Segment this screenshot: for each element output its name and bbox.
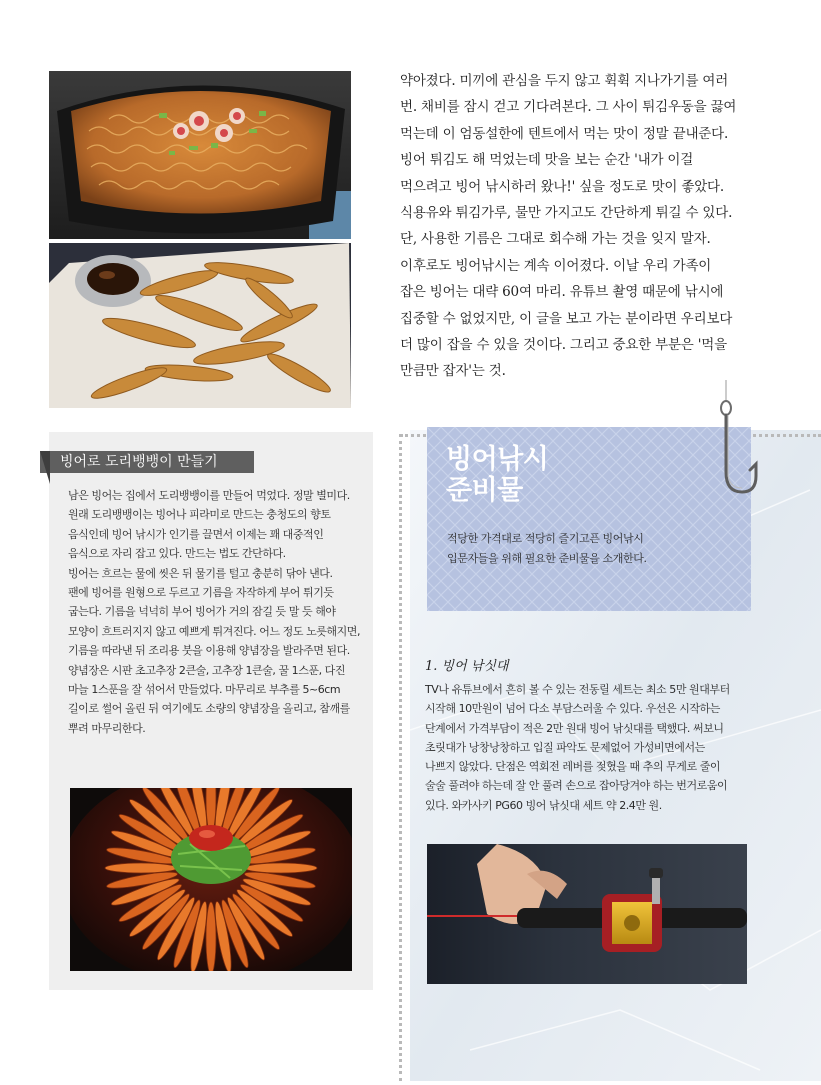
recipe-paragraph: [68, 486, 366, 738]
text-line: 먹으려고 빙어 낚시하러 왔나!' 싶을 정도로 맛이 좋았다.: [400, 178, 724, 195]
item-paragraph: [425, 680, 753, 815]
text-line: 더 많이 잡을 수 있을 것이다. 그리고 중요한 부분은 '먹을: [400, 337, 727, 354]
item-title: 1. 빙어 낚싯대: [425, 659, 509, 674]
text-line: 만큼만 잡자'는 것.: [400, 363, 506, 380]
text-line: 뿌려 마무리한다.: [68, 721, 146, 735]
recipe-section-header: 빙어로 도리뱅뱅이 만들기: [40, 451, 254, 473]
text-line: 나쁘지 않았다. 단점은 역회전 레버를 젖혔을 때 추의 무게로 줄이: [425, 760, 721, 774]
text-line: 마늘 1스푼을 잘 섞어서 만들었다. 마무리로 부추를 5~6cm: [68, 683, 341, 697]
fishing-hook-icon: [712, 380, 762, 500]
text-line: 모양이 흐트러지지 않고 예쁘게 튀겨진다. 어느 정도 노릇해지면,: [68, 624, 360, 638]
text-line: 잡은 빙어는 대략 60여 마리. 유튜브 촬영 때문에 낚시에: [400, 284, 724, 301]
text-line: 원래 도리뱅뱅이는 빙어나 피라미로 만드는 충청도의 향토: [68, 508, 331, 522]
fishing-rod-photo: [427, 844, 747, 984]
text-line: 이후로도 빙어낚시는 계속 이어졌다. 이날 우리 가족이: [400, 257, 712, 274]
doribbaengbaengi-photo: [70, 788, 352, 971]
ramen-photo: [49, 71, 351, 239]
text-line: 초릿대가 낭창낭창하고 입질 파악도 문제없어 가성비면에서는: [425, 740, 705, 754]
gear-section-title: [446, 444, 548, 506]
text-line: 단계에서 가격부담이 적은 2만 원대 빙어 낚싯대를 택했다. 써보니: [425, 721, 724, 735]
text-line: 번. 채비를 잠시 걷고 기다려본다. 그 사이 튀김우동을 끓여: [400, 99, 737, 116]
desc-line: 입문자들을 위해 필요한 준비물을 소개한다.: [447, 551, 647, 565]
title-line: 준비물: [446, 475, 523, 506]
text-line: 남은 빙어는 집에서 도리뱅뱅이를 만들어 먹었다. 정말 별미다.: [68, 489, 350, 502]
text-line: 길이로 썰어 올린 뒤 여기에도 소량의 양념장을 올리고, 참깨를: [68, 702, 350, 716]
text-line: 단, 사용한 기름은 그대로 회수해 가는 것을 잊지 말자.: [400, 231, 711, 248]
dotted-border-left: [399, 434, 402, 1081]
fried-smelt-photo: [49, 243, 351, 408]
intro-paragraph: [400, 68, 740, 385]
text-line: 먹는데 이 엄동설한에 텐트에서 먹는 맛이 정말 끝내준다.: [400, 125, 729, 142]
text-line: 굽는다. 기름을 넉넉히 부어 빙어가 거의 잠길 듯 말 듯 해야: [68, 605, 336, 619]
text-line: 빙어 튀김도 해 먹었는데 맛을 보는 순간 '내가 이걸: [400, 152, 694, 169]
text-line: 있다. 와카사키 PG60 빙어 낚싯대 세트 약 2.4만 원.: [425, 798, 662, 812]
title-line: 빙어낚시: [446, 444, 549, 475]
header-fold-tab: [40, 451, 50, 484]
text-line: 음식으로 자리 잡고 있다. 만드는 법도 간단하다.: [68, 547, 286, 561]
text-line: TV나 유튜브에서 흔히 볼 수 있는 전동릴 세트는 최소 5만 원대부터: [425, 683, 730, 696]
text-line: 술술 풀려야 하는데 잘 안 풀려 손으로 잡아당겨야 하는 번거로움이: [425, 779, 728, 793]
text-line: 식용유와 튀김가루, 물만 가지고도 간단하게 튀길 수 있다.: [400, 205, 733, 222]
text-line: 빙어는 흐르는 물에 씻은 뒤 물기를 털고 충분히 닦아 낸다.: [68, 566, 333, 580]
text-line: 양념장은 시판 초고추장 2큰술, 고추장 1큰술, 꿀 1스푼, 다진: [68, 663, 346, 677]
text-line: 팬에 빙어를 원형으로 두르고 기름을 자작하게 부어 튀기듯: [68, 586, 334, 600]
text-line: 시작해 10만원이 넘어 다소 부담스러울 수 있다. 우선은 시작하는: [425, 702, 720, 716]
gear-section-description: [447, 529, 707, 568]
text-line: 기름을 따라낸 뒤 조리용 붓을 이용해 양념장을 발라주면 된다.: [68, 644, 350, 658]
desc-line: 적당한 가격대로 적당히 즐기고픈 빙어낚시: [447, 532, 644, 545]
text-line: 집중할 수 없었지만, 이 글을 보고 가는 분이라면 우리보다: [400, 310, 733, 327]
text-line: 약아졌다. 미끼에 관심을 두지 않고 휙휙 지나가기를 여러: [400, 73, 729, 89]
text-line: 음식인데 빙어 낚시가 인기를 끌면서 이제는 꽤 대중적인: [68, 527, 324, 541]
